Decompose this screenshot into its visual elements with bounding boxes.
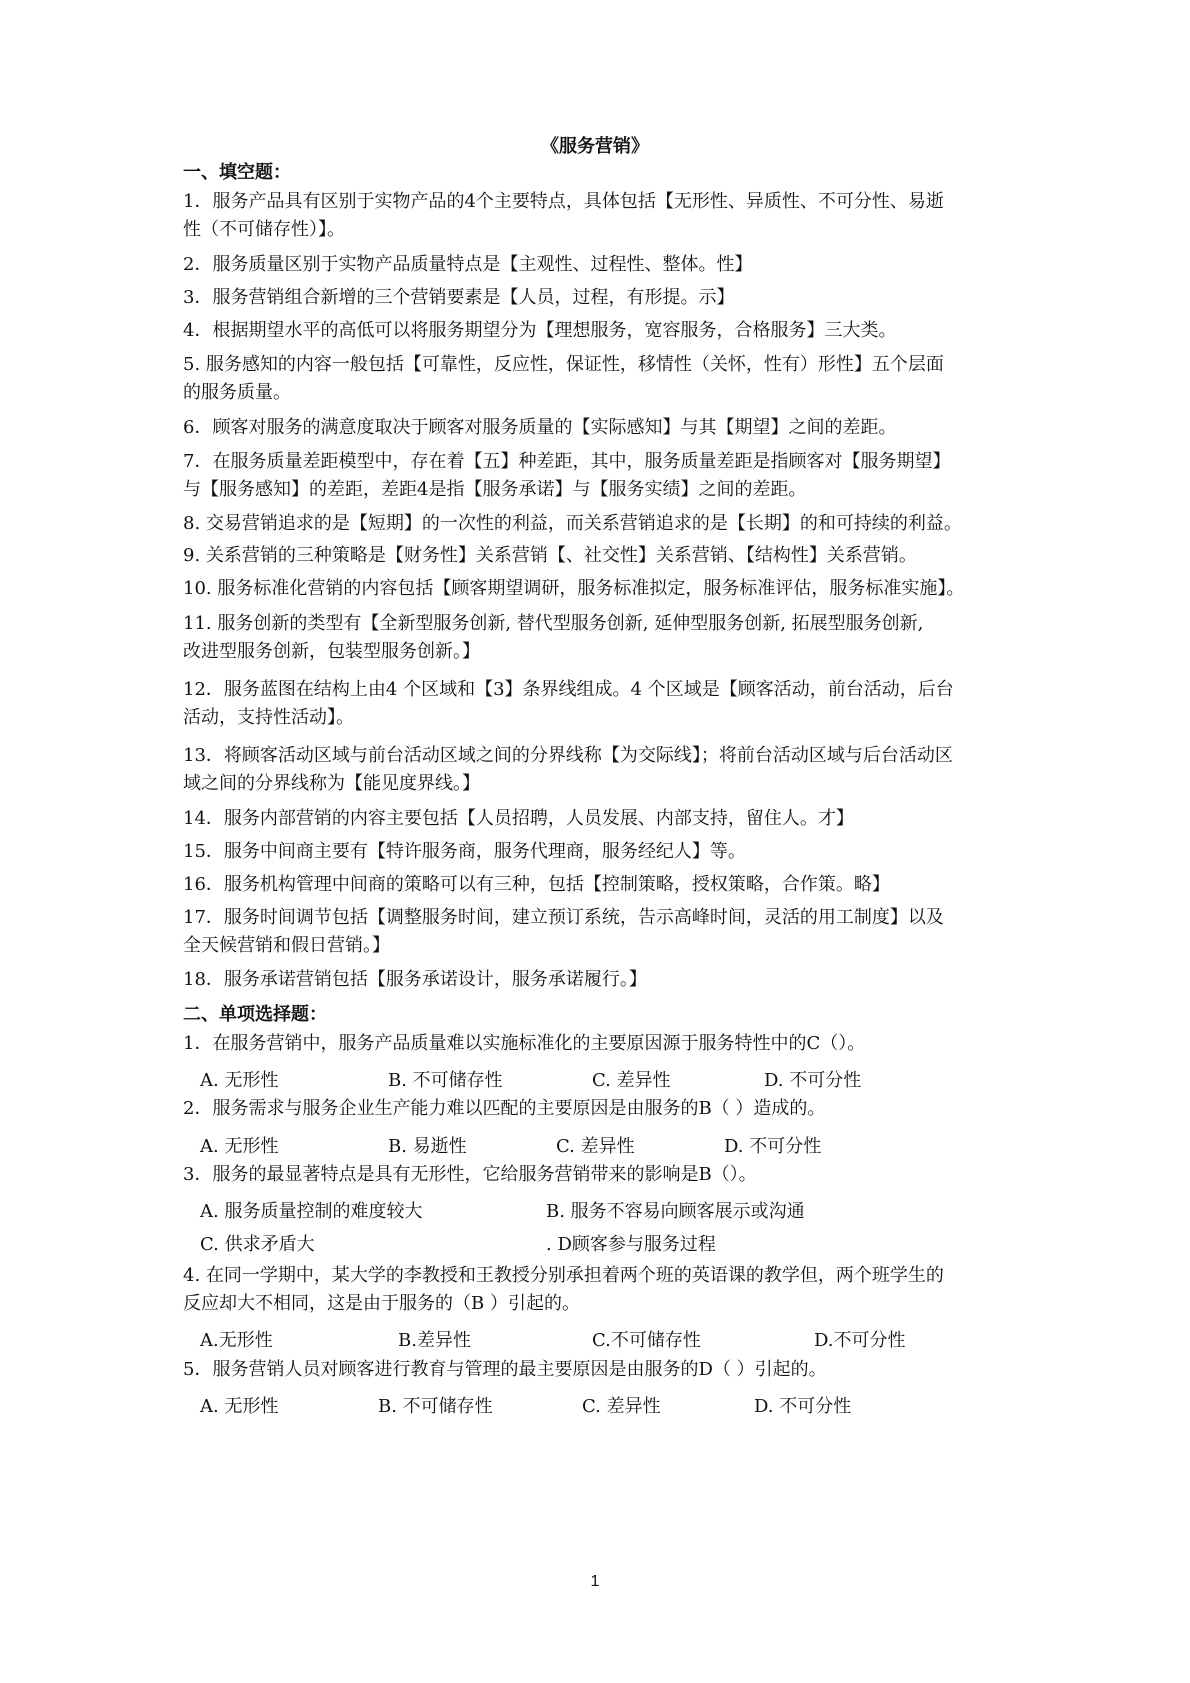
fill-item-15: 15．服务中间商主要有【特许服务商，服务代理商，服务经纪人】等。 (183, 841, 746, 862)
fill-item-4: 4．根据期望水平的高低可以将服务期望分为【理想服务，宽容服务，合格服务】三大类。 (183, 320, 897, 341)
choice-5-option-a: A. 无形性 (200, 1396, 279, 1417)
choice-3-option-a: A. 服务质量控制的难度较大 (200, 1201, 423, 1222)
choice-2-option-c: C. 差异性 (556, 1136, 635, 1157)
choice-3-option-b: B. 服务不容易向顾客展示或沟通 (546, 1201, 805, 1222)
fill-item-1-line-1: 1．服务产品具有区别于实物产品的4个主要特点，具体包括【无形性、异质性、不可分性、易逝 (183, 191, 944, 212)
choice-question-4-line-1: 4. 在同一学期中，某大学的李教授和王教授分别承担着两个班的英语课的教学但，两个班学生的 (183, 1265, 944, 1286)
fill-item-5-line-1: 5. 服务感知的内容一般包括【可靠性，反应性，保证性，移情性（关怀，性有）形性】五个层面 (183, 354, 944, 375)
choice-4-option-b: B.差异性 (398, 1330, 471, 1351)
choice-1-option-a: A. 无形性 (200, 1070, 279, 1091)
fill-item-8: 8. 交易营销追求的是【短期】的一次性的利益，而关系营销追求的是【长期】的和可持续的利益。 (183, 513, 962, 534)
choice-2-option-a: A. 无形性 (200, 1136, 279, 1157)
fill-item-13-line-1: 13．将顾客活动区域与前台活动区域之间的分界线称【为交际线】；将前台活动区域与后台活动区 (183, 745, 953, 766)
fill-item-12-line-1: 12．服务蓝图在结构上由4 个区域和【3】条界线组成。4 个区域是【顾客活动，前台活动，后台 (183, 679, 954, 700)
fill-item-2: 2．服务质量区别于实物产品质量特点是【主观性、过程性、整体。性】 (183, 254, 753, 275)
fill-item-18: 18．服务承诺营销包括【服务承诺设计，服务承诺履行。】 (183, 969, 647, 990)
fill-item-11-line-2: 改进型服务创新，包装型服务创新。】 (183, 641, 480, 662)
choice-5-option-b: B. 不可储存性 (378, 1396, 493, 1417)
section-heading-single-choice: 二、单项选择题： (183, 1004, 327, 1025)
choice-1-option-c: C. 差异性 (592, 1070, 671, 1091)
choice-4-option-c: C.不可储存性 (592, 1330, 701, 1351)
choice-question-2: 2．服务需求与服务企业生产能力难以匹配的主要原因是由服务的B（ ）造成的。 (183, 1098, 826, 1119)
fill-item-17-line-2: 全天候营销和假日营销。】 (183, 935, 390, 956)
fill-item-17-line-1: 17．服务时间调节包括【调整服务时间，建立预订系统，告示高峰时间，灵活的用工制度】以及 (183, 907, 944, 928)
choice-5-option-c: C. 差异性 (582, 1396, 661, 1417)
choice-3-option-d: . D顾客参与服务过程 (546, 1234, 716, 1255)
choice-question-1: 1．在服务营销中，服务产品质量难以实施标准化的主要原因源于服务特性中的C（）。 (183, 1033, 866, 1054)
page-number: 1 (590, 1573, 600, 1590)
fill-item-3: 3．服务营销组合新增的三个营销要素是【人员，过程，有形提。示】 (183, 287, 735, 308)
fill-item-16: 16．服务机构管理中间商的策略可以有三种，包括【控制策略，授权策略，合作策。略】 (183, 874, 890, 895)
fill-item-5-line-2: 的服务质量。 (183, 382, 291, 403)
fill-item-11-line-1: 11. 服务创新的类型有【全新型服务创新, 替代型服务创新, 延伸型服务创新, 拓展型服务创新, (183, 613, 924, 634)
fill-item-12-line-2: 活动，支持性活动】。 (183, 707, 354, 728)
choice-4-option-d: D.不可分性 (814, 1330, 906, 1351)
choice-question-5: 5．服务营销人员对顾客进行教育与管理的最主要原因是由服务的D（ ）引起的。 (183, 1359, 827, 1380)
choice-question-3: 3．服务的最显著特点是具有无形性，它给服务营销带来的影响是B（）。 (183, 1164, 757, 1185)
section-heading-fill-blank: 一、填空题： (183, 162, 291, 183)
choice-3-option-c: C. 供求矛盾大 (200, 1234, 315, 1255)
fill-item-6: 6．顾客对服务的满意度取决于顾客对服务质量的【实际感知】与其【期望】之间的差距。 (183, 417, 897, 438)
fill-item-7-line-1: 7．在服务质量差距模型中，存在着【五】种差距，其中，服务质量差距是指顾客对【服务期望】 (183, 451, 951, 472)
choice-question-4-line-2: 反应却大不相同，这是由于服务的（B ）引起的。 (183, 1293, 580, 1314)
choice-5-option-d: D. 不可分性 (754, 1396, 852, 1417)
fill-item-9: 9. 关系营销的三种策略是【财务性】关系营销【、社交性】关系营销、【结构性】关系营销。 (183, 545, 917, 566)
fill-item-14: 14．服务内部营销的内容主要包括【人员招聘，人员发展、内部支持，留住人。才】 (183, 808, 854, 829)
fill-item-1-line-2: 性（不可储存性）】。 (183, 219, 345, 240)
choice-2-option-b: B. 易逝性 (388, 1136, 467, 1157)
fill-item-13-line-2: 域之间的分界线称为【能见度界线。】 (183, 773, 480, 794)
fill-item-10: 10. 服务标准化营销的内容包括【顾客期望调研，服务标准拟定，服务标准评估，服务标准实施】。 (183, 578, 965, 599)
choice-4-option-a: A.无形性 (200, 1330, 273, 1351)
choice-1-option-d: D. 不可分性 (764, 1070, 862, 1091)
fill-item-7-line-2: 与【服务感知】的差距，差距4是指【服务承诺】与【服务实绩】之间的差距。 (183, 479, 807, 500)
choice-1-option-b: B. 不可储存性 (388, 1070, 503, 1091)
document-title: 《服务营销》 (541, 136, 649, 157)
choice-2-option-d: D. 不可分性 (724, 1136, 822, 1157)
